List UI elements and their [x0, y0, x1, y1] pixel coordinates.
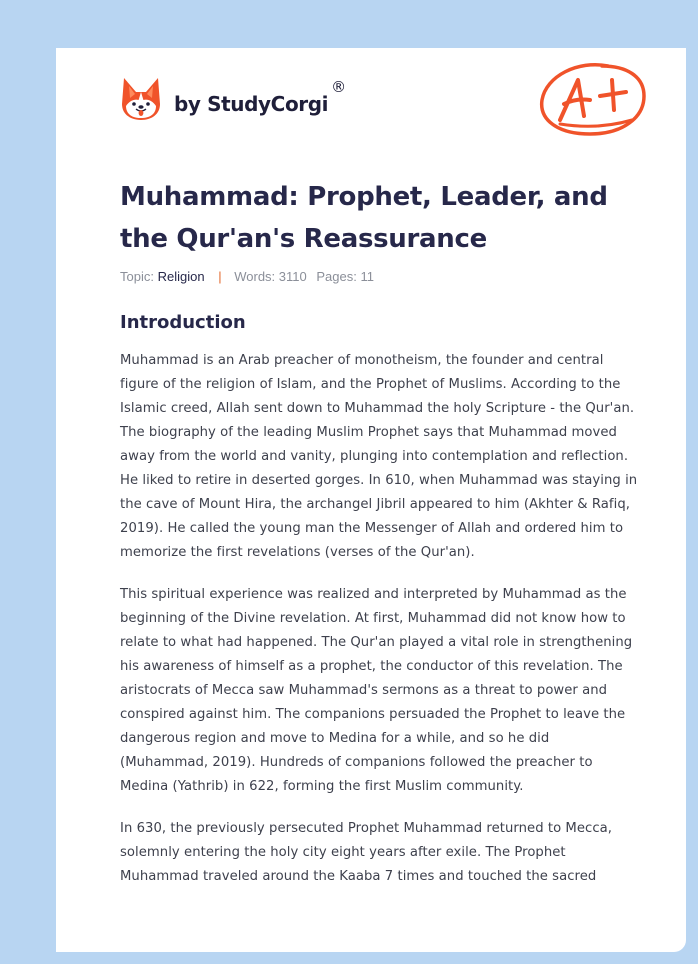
document-card: [56, 48, 686, 952]
section-heading: Introduction: [120, 312, 246, 333]
corgi-icon: [120, 76, 162, 122]
words-label: Words:: [234, 269, 276, 284]
paragraph: This spiritual experience was realized and interpreted by Muhammad as the beginning of the Divine revelation. At first, Muhammad did not know how to relate to what had happened. The Qur'an played a vital role in strengthening his awareness of himself as a prophet, the conductor of this revelation. The aristocrats of Mecca saw Muhammad's sermons as a threat to power and conspired against him. The companions persuaded the Prophet to leave the dangerous region and move to Medina for a while, and so he did (Muhammad, 2019). Hundreds of companions followed the preacher to Medina (Yathrib) in 622, forming the first Muslim community.: [120, 587, 633, 794]
brand-name: by StudyCorgi: [174, 92, 329, 116]
article-body: [120, 349, 640, 907]
paragraph: Muhammad is an Arab preacher of monotheism, the founder and central figure of the religion of Islam, and the Prophet of Muslims. According to the Islamic creed, Allah sent down to Muhammad the holy Scripture - the Qur'an. The biography of the leading Muslim Prophet says that Muhammad moved away from the world and vanity, plunging into contemplation and reflection. He liked to retire in deserted gorges. In 610, when Muhammad was staying in the cave of Mount Hira, the archangel Jibril appeared to him (Akhter & Rafiq, 2019). He called the young man the Messenger of Allah and ordered him to memorize the first revelations (verses of the Qur'an).: [120, 353, 638, 560]
topic-label: Topic:: [120, 269, 154, 284]
words-count: 3110: [278, 269, 307, 284]
pages-label: Pages:: [316, 269, 357, 284]
meta-separator: |: [218, 269, 222, 284]
topic-link[interactable]: Religion: [157, 269, 205, 284]
pages-count: 11: [360, 269, 374, 284]
a-plus-grade-icon: [538, 58, 648, 140]
registered-mark: ®: [331, 78, 347, 96]
article-meta: [120, 269, 374, 284]
paragraph: In 630, the previously persecuted Prophet Muhammad returned to Mecca, solemnly entering the holy city eight years after exile. The Prophet Muhammad traveled around the Kaaba 7 times and touched the sacred: [120, 821, 612, 884]
page-title: Muhammad: Prophet, Leader, and the Qur'an's Reassurance: [120, 182, 608, 254]
brand-logo[interactable]: [120, 76, 346, 122]
